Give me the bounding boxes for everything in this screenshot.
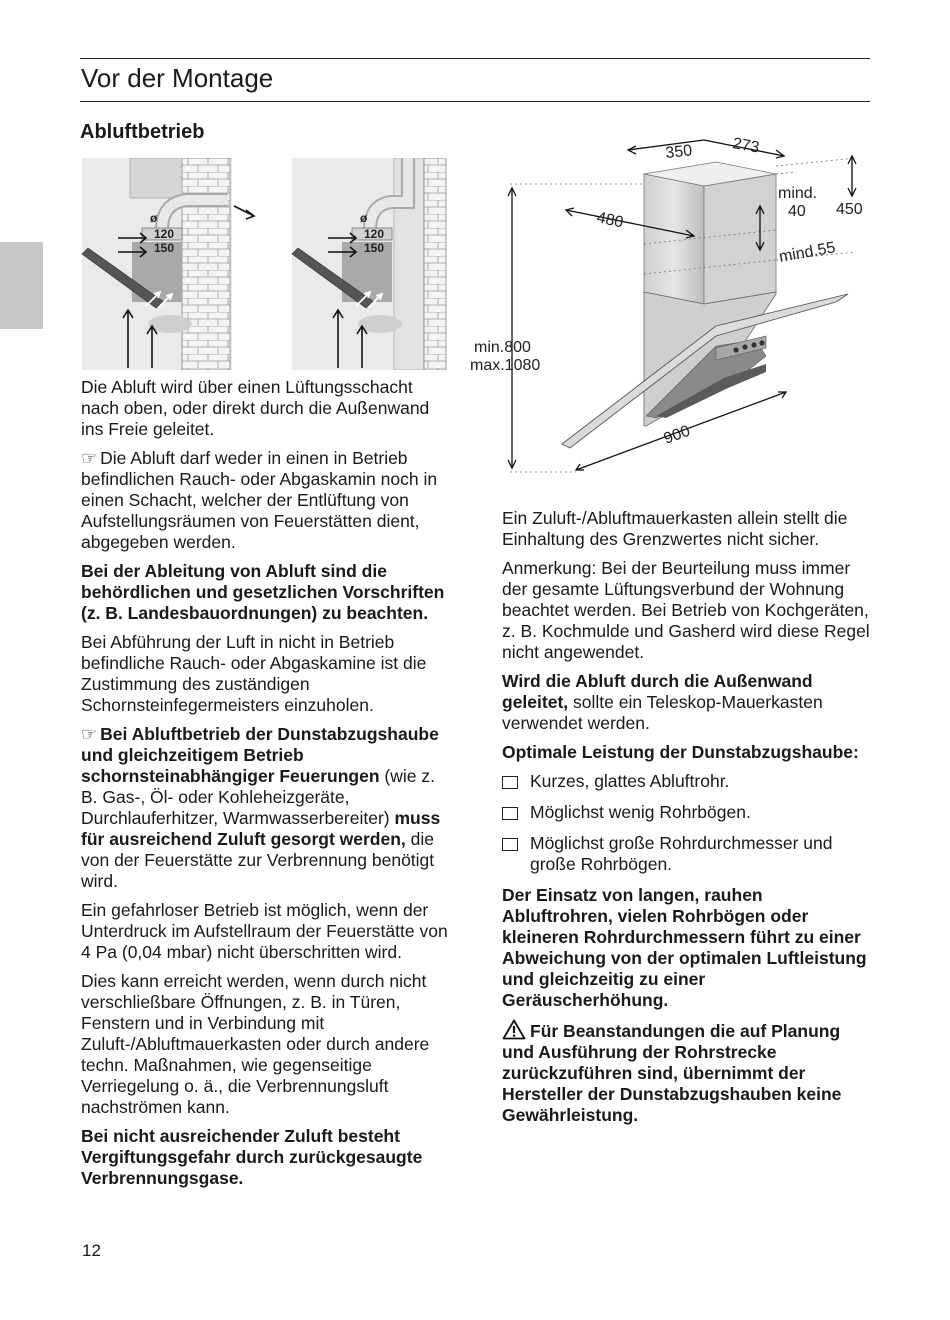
warning-triangle-icon [502,1019,526,1040]
top-rule [80,58,870,59]
side-tab-marker [0,242,43,329]
paragraph-supply-air: ☞ Bei Abluftbetrieb der Dunstabzugshaube und gleichzeitigem Betrieb schornsteinabhängiger Feuerungen (wie z. B. Gas-, Öl- oder Kohleheizgeräte, Durchlauferhitzer, Warmwasserbereiter) muss für ausreichend Zuluft gesorgt werden, die von der Feuerstätte zur Verbrennung benötigt wird. [81,724,441,891]
diameter-120: 120 [154,227,175,241]
paragraph-warranty-warning: Für Beanstandungen die auf Planung und Ausführung der Rohrstrecke zurückzuführen sind, übernimmt der Hersteller der Dunstabzugshauben keine Gewährleistung. [502,1021,842,1125]
hand-pointer-icon: ☞ [81,448,98,468]
dimension-273: 273 [731,135,761,157]
paragraph-openings: Dies kann erreicht werden, wenn durch nicht verschließbare Öffnungen, z. B. in Türen, Fenstern und in Verbindung mit Zuluft-/Abluftmauerkasten oder durch andere techn. Maßnahmen, wie gegenseitige Verriegelung o. ä., die Verbrennungsluft nachströmen kann. [81,971,430,1117]
paragraph-outer-wall: Wird die Abluft durch die Außenwand geleitet, sollte ein Teleskop-Mauerkasten verwendet werden. [502,671,823,733]
left-text-column [81,377,453,1197]
paragraph-poisoning-danger: Bei nicht ausreichender Zuluft besteht Vergiftungsgefahr durch zurückgesaugte Verbrennungsgase. [81,1126,423,1188]
paragraph-pipe-effects: Der Einsatz von langen, rauhen Abluftrohren, vielen Rohrbögen oder kleineren Rohrdurchmessern führt zu einer Abweichung von der optimalen Luftleistung und gleichzeitig zu einer Geräuscherhöhung. [502,885,867,1010]
exhaust-installation-figure [78,158,450,370]
page-title: Vor der Montage [81,63,274,93]
paragraph-negative-pressure: Ein gefahrloser Betrieb ist möglich, wenn der Unterdruck im Aufstellraum der Feuerstätte von 4 Pa (0,04 mbar) nicht überschritten wird. [81,900,448,962]
dimension-mind40-line1: mind. [778,185,818,202]
sketch-wall [292,158,446,370]
dimension-450: 450 [836,201,863,218]
diameter-symbol: ø [150,211,158,225]
checkbox-icon [502,776,518,789]
checkbox-icon [502,838,518,851]
paragraph-chimney-sweep-consent: Bei Abführung der Luft in nicht in Betrieb befindliche Rauch- oder Abgaskamine ist die Zustimmung des zuständigen Schornsteinfegermeisters einzuholen. [81,632,427,715]
page-number: 12 [82,1241,101,1260]
diameter-120-2: 120 [364,227,385,241]
dimension-480: 480 [595,209,625,232]
hood-dimensions-figure [466,126,872,482]
dimension-350: 350 [664,142,693,162]
dimension-mind40-line2: 40 [788,203,806,220]
paragraph-optimal-performance: Optimale Leistung der Dunstabzugshaube: [502,742,859,762]
paragraph-exhaust-routing: Die Abluft wird über einen Lüftungsschacht nach oben, oder direkt durch die Außenwand ins Freie geleitet. [81,377,430,439]
checklist-item: Möglichst wenig Rohrbögen. [502,802,872,823]
diameter-symbol-2: ø [360,211,368,225]
checkbox-icon [502,807,518,820]
title-rule [80,101,870,102]
paragraph-chimney-warning: ☞ Die Abluft darf weder in einen in Betrieb befindlichen Rauch- oder Abgaskamin noch in einen Schacht, welcher der Entlüftung von Aufstellungsräumen von Feuerstätten dient, abgegeben werden. [81,448,438,552]
paragraph-note: Anmerkung: Bei der Beurteilung muss immer der gesamte Lüftungsverbund der Wohnung beachtet werden. Bei Betrieb von Kochgeräten, z. B. Kochmulde und Gasherd wird diese Regel nicht angewendet. [502,558,870,662]
right-text-column [502,508,872,1134]
dimension-max1080: max.1080 [470,357,541,374]
dimension-min800: min.800 [474,339,531,356]
paragraph-wall-box: Ein Zuluft-/Abluftmauerkasten allein stellt die Einhaltung des Grenzwertes nicht sicher. [502,508,848,549]
hand-pointer-icon: ☞ [81,724,98,744]
paragraph-regulations: Bei der Ableitung von Abluft sind die behördlichen und gesetzlichen Vorschriften (z. B. Landesbauordnungen) zu beachten. [81,561,445,623]
dimension-900: 900 [661,422,693,448]
section-title: Abluftbetrieb [80,121,205,143]
sketch-chimney [82,158,254,370]
checklist-item: Kurzes, glattes Abluftrohr. [502,771,872,792]
diameter-150: 150 [154,241,175,255]
checklist-item: Möglichst große Rohrdurchmesser und große Rohrbögen. [502,833,872,875]
dimension-mind55: mind.55 [777,239,837,266]
diameter-150-2: 150 [364,241,385,255]
